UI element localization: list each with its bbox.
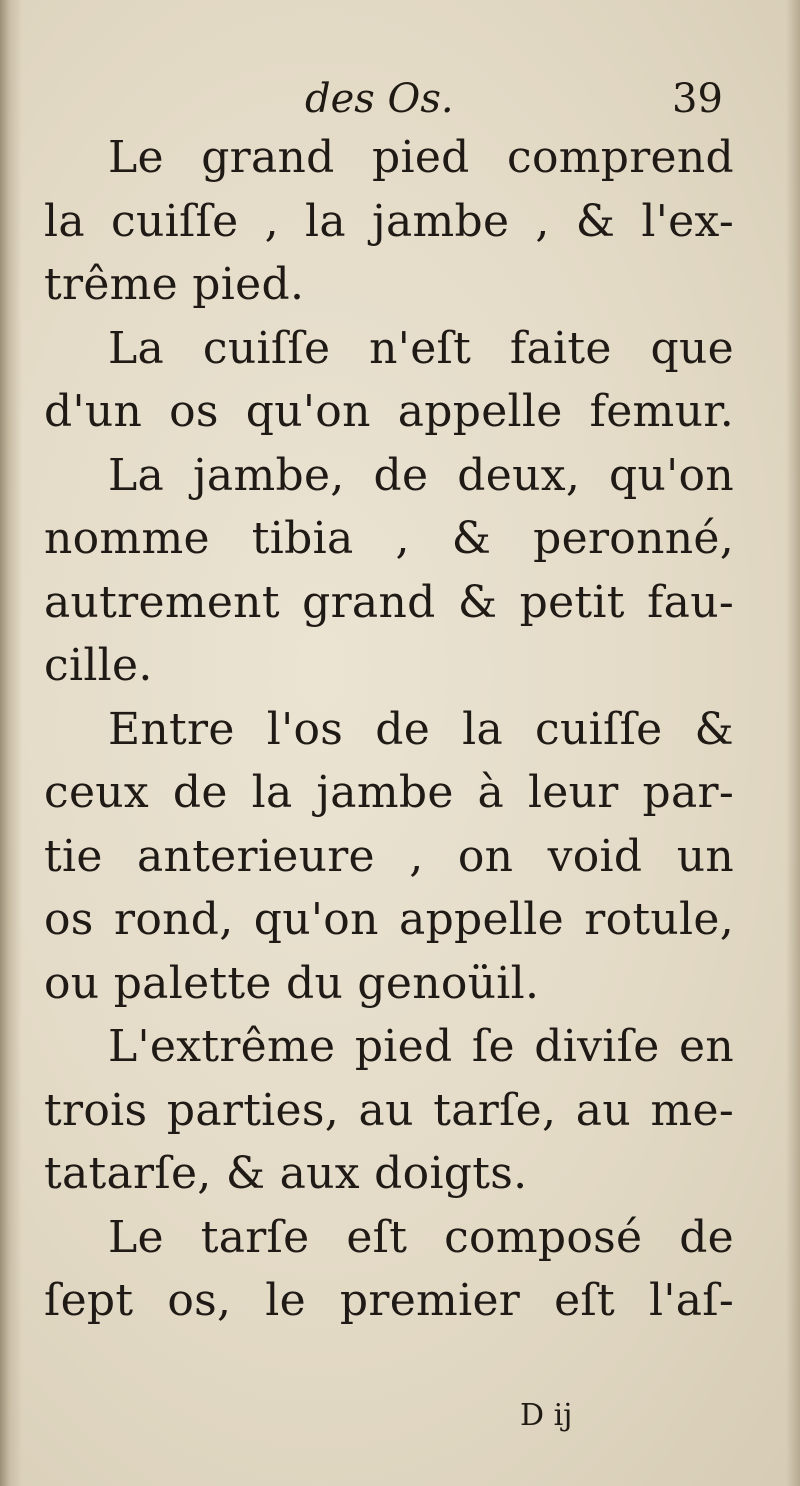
text-line: trois parties, au tarſe, au me- [44,1084,734,1136]
text-line: autrement grand & petit fau- [44,576,734,628]
text-line: nomme tibia , & peronné, [44,513,734,564]
text-line: La cuiſſe n'eſt faite que [108,322,734,374]
text-line: Entre l'os de la cuiſſe & [108,703,734,755]
text-line: ceux de la jambe à leur par- [44,767,734,818]
text-line: trême pied. [44,259,305,310]
page-gutter-shadow [0,0,22,1486]
text-line: os rond, qu'on appelle rotule, [44,894,734,945]
text-line: tatarſe, & aux doigts. [44,1148,528,1199]
signature-mark: D ij [520,1398,573,1433]
page-edge-shadow [786,0,800,1486]
page-number: 39 [672,76,723,122]
running-head-title: des Os. [305,76,454,122]
text-line: cille. [44,640,153,691]
text-line: Le tarſe eſt composé de [108,1211,734,1263]
text-line: Le grand pied comprend [108,132,734,183]
text-line: tie anterieure , on void un [44,830,734,882]
text-line: ou palette du genoüil. [44,957,540,1009]
text-block [44,126,734,1333]
text-line: L'extrême pied ſe diviſe en [108,1021,734,1072]
text-line: La jambe, de deux, qu'on [108,449,734,501]
text-line: ſept os, le premier eſt l'aſ- [44,1275,734,1326]
text-line: d'un os qu'on appelle femur. [44,386,734,437]
text-line: la cuiſſe , la jambe , & l'ex- [44,195,734,247]
